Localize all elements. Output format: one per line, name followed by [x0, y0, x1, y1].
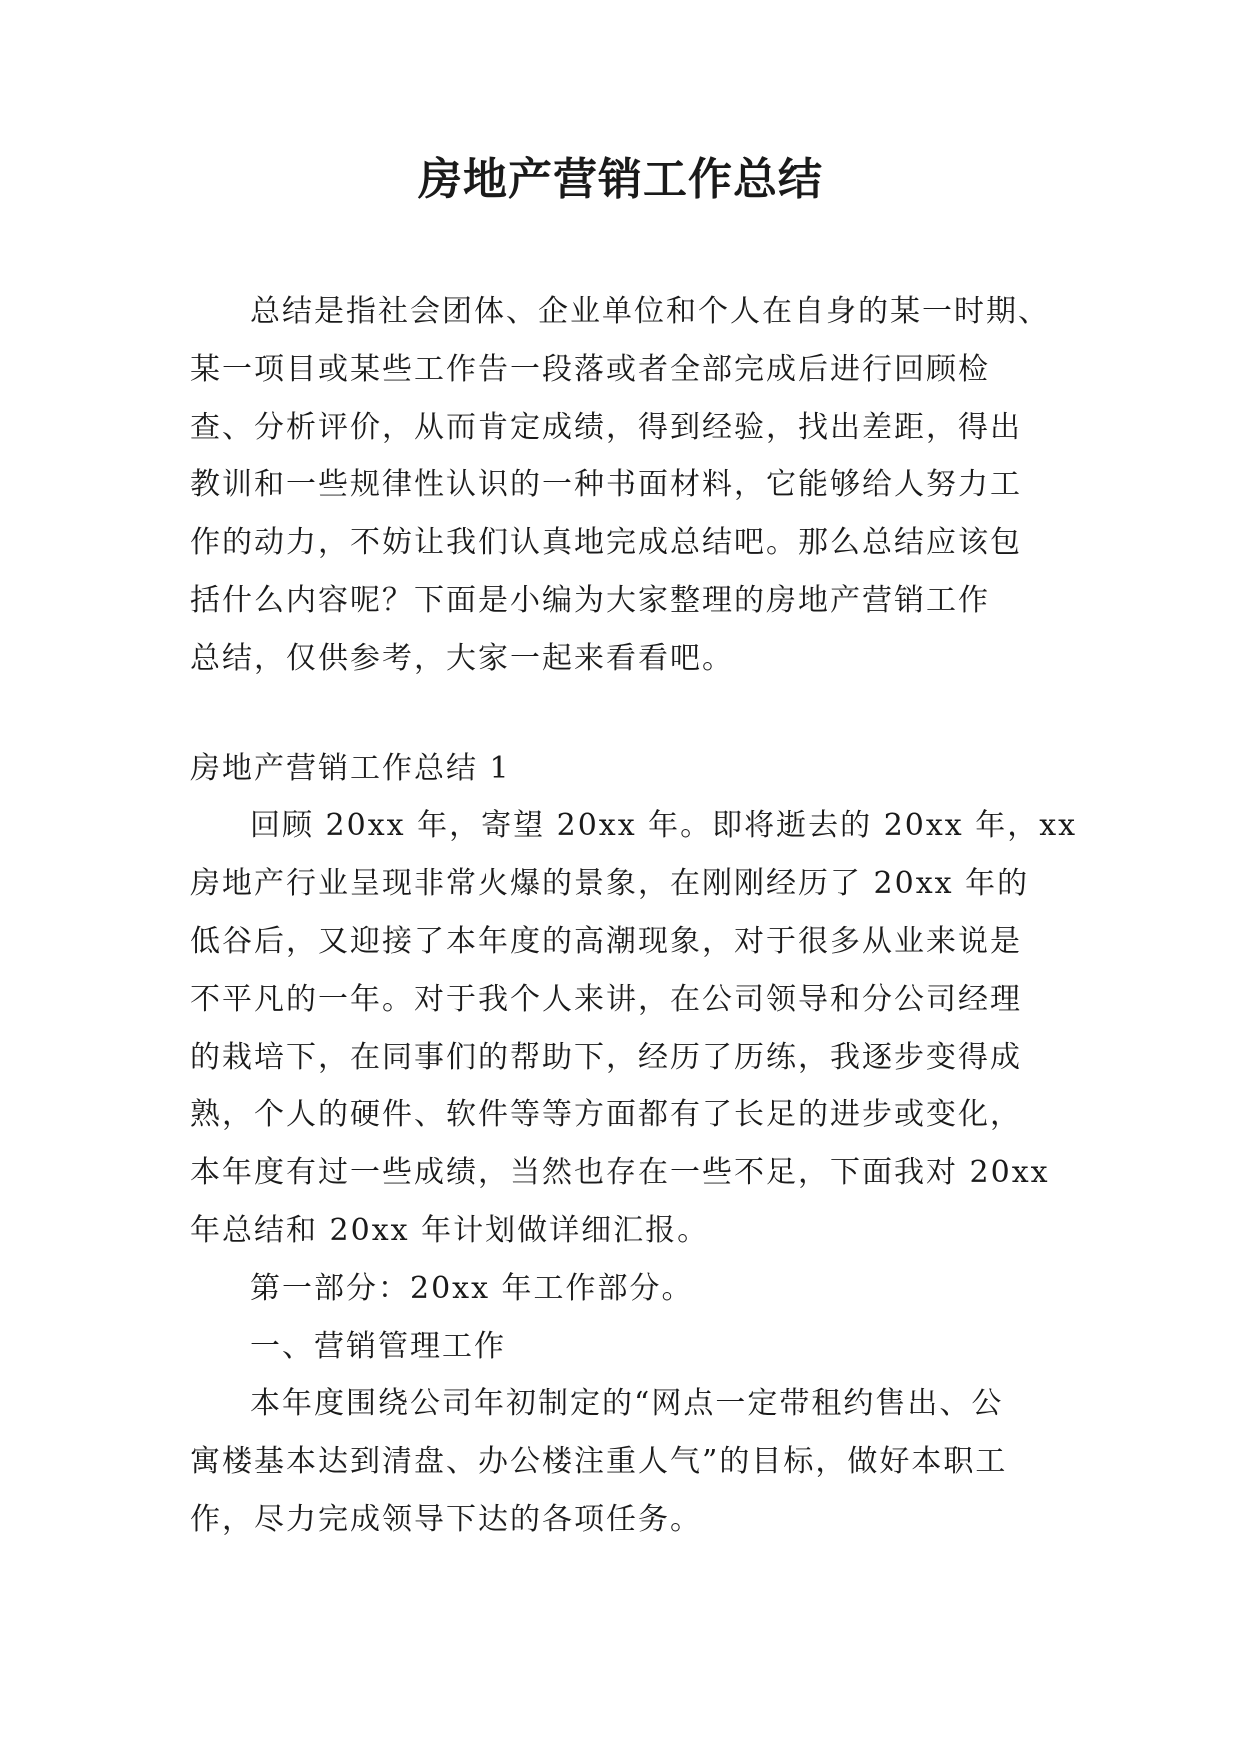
subsection-heading: 一、营销管理工作 [250, 1328, 506, 1364]
paragraph-line: 不平凡的一年。对于我个人来讲，在公司领导和分公司经理 [190, 981, 1022, 1017]
paragraph-line: 年总结和 20xx 年计划做详细汇报。 [190, 1212, 710, 1248]
intro-paragraph [190, 283, 1050, 688]
section-heading: 房地产营销工作总结 1 [190, 750, 511, 786]
intro-line: 某一项目或某些工作告一段落或者全部完成后进行回顾检 [190, 351, 990, 387]
paragraph-line: 作，尽力完成领导下达的各项任务。 [190, 1501, 702, 1537]
paragraph-line: 寓楼基本达到清盘、办公楼注重人气”的目标，做好本职工 [190, 1444, 1008, 1480]
paragraph-line: 熟，个人的硬件、软件等等方面都有了长足的进步或变化， [190, 1097, 1022, 1133]
paragraph-line: 本年度有过一些成绩，当然也存在一些不足，下面我对 20xx [190, 1155, 1050, 1191]
intro-line: 作的动力，不妨让我们认真地完成总结吧。那么总结应该包 [190, 525, 1022, 561]
intro-line: 总结是指社会团体、企业单位和个人在自身的某一时期、 [250, 294, 1050, 329]
part-heading: 第一部分：20xx 年工作部分。 [250, 1270, 694, 1306]
document-title: 房地产营销工作总结 [418, 154, 823, 205]
document-body [190, 283, 1078, 1549]
section-paragraph [190, 797, 1078, 1259]
paragraph-line: 本年度围绕公司年初制定的“网点一定带租约售出、公 [250, 1386, 1004, 1422]
section-paragraph [190, 1375, 1050, 1548]
intro-line: 查、分析评价，从而肯定成绩，得到经验，找出差距，得出 [190, 409, 1022, 445]
intro-line: 教训和一些规律性认识的一种书面材料，它能够给人努力工 [190, 467, 1022, 503]
paragraph-line: 的栽培下，在同事们的帮助下，经历了历练，我逐步变得成 [190, 1039, 1022, 1075]
intro-line: 括什么内容呢？下面是小编为大家整理的房地产营销工作 [190, 582, 990, 618]
intro-line: 总结，仅供参考，大家一起来看看吧。 [190, 640, 734, 676]
paragraph-line: 回顾 20xx 年，寄望 20xx 年。即将逝去的 20xx 年，xx [250, 808, 1078, 844]
paragraph-line: 房地产行业呈现非常火爆的景象，在刚刚经历了 20xx 年的 [190, 866, 1030, 902]
paragraph-line: 低谷后，又迎接了本年度的高潮现象，对于很多从业来说是 [190, 923, 1022, 959]
